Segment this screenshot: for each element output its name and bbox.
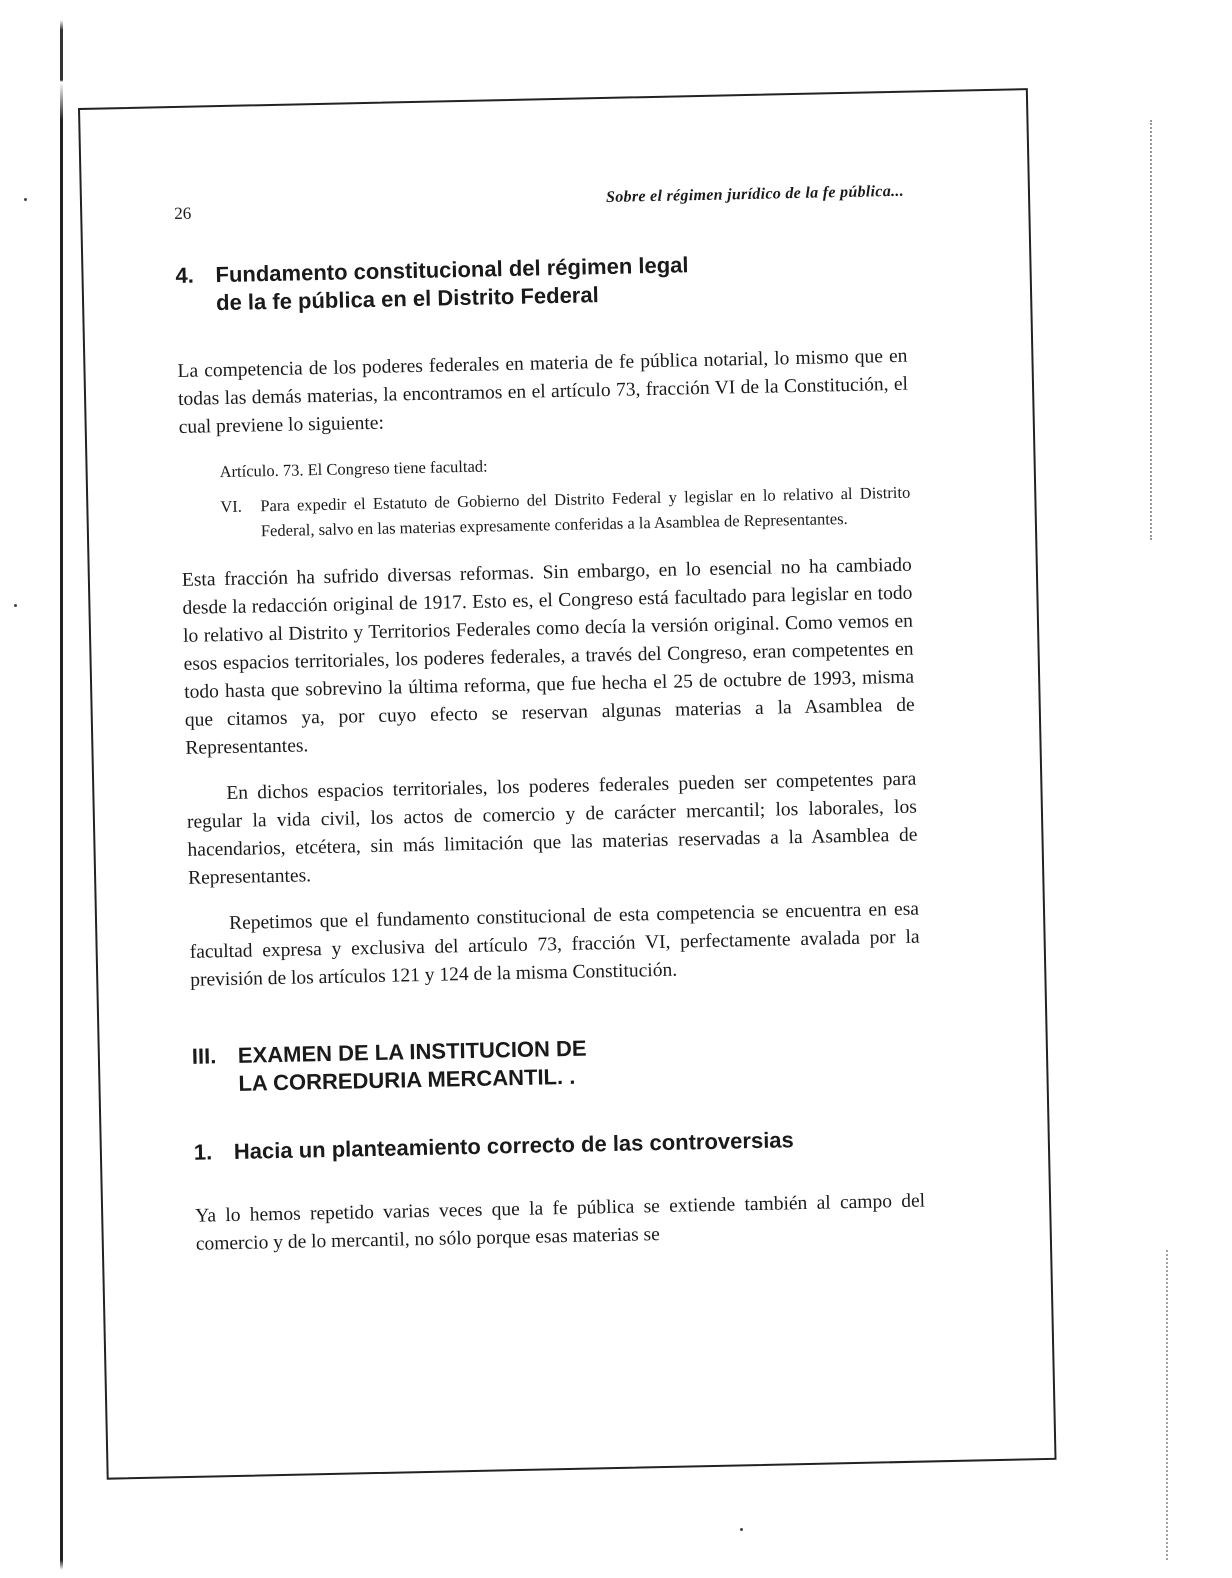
paragraph: La competencia de los poderes federales en materia de fe pública notarial, lo mismo que en todas las demás materias, la encontramos en el artículo 73, fracción VI de la Constitución, el cual previene lo siguiente: xyxy=(177,345,909,438)
page-content xyxy=(174,183,926,1259)
section-title: Hacia un planteamiento correcto de las controversias xyxy=(233,1127,794,1164)
page-number: 26 xyxy=(174,203,192,224)
section-4-heading xyxy=(175,247,906,318)
scan-speck xyxy=(24,198,27,201)
running-title: Sobre el régimen jurídico de la fe pública... xyxy=(605,182,905,206)
running-head xyxy=(174,183,904,228)
quote-fraction xyxy=(220,480,911,544)
section-number: III. xyxy=(191,1043,217,1069)
section-title-line: LA CORREDURIA MERCANTIL. . xyxy=(238,1063,576,1096)
section-number: 1. xyxy=(193,1139,213,1165)
section-number: 4. xyxy=(175,262,195,288)
scan-speck xyxy=(14,604,17,607)
quote-intro: Artículo. 73. El Congreso tiene facultad: xyxy=(219,456,488,482)
section-title-line: EXAMEN DE LA INSTITUCION DE xyxy=(237,1035,587,1068)
paragraph: Esta fracción ha sufrido diversas reformas. Sin embargo, en lo esencial no ha cambiado desde la redacción original de 1917. Esto es, el Congreso está facultado para legislar en todo lo relativo al Distrito y Territorios Federales como decía la versión original. Como vemos en esos espacios territoriales, los poderes federales, a través del Congreso, eran competentes en todo hasta que sobrevino la última reforma, que fue hecha el 25 de octubre de 1993, misma que citamos ya, por cuyo efecto se reservan algunas materias a la Asamblea de Representantes. xyxy=(181,554,915,759)
fraction-text: Para expedir el Estatuto de Gobierno del Distrito Federal y legislar en lo relativo al Distrito Federal, salvo en las materias expresamente conferidas a la Asamblea de Representantes. xyxy=(260,482,911,541)
section-title-line: de la fe pública en el Distrito Federal xyxy=(215,282,599,316)
paragraph: Repetimos que el fundamento constitucional de esta competencia se encuentra en esa facultad expresa y exclusiva del artículo 73, fracción VI, perfectamente avalada por la previsión de los artículos 121 y 124 de la misma Constitución. xyxy=(189,898,920,991)
section-1-heading xyxy=(194,1124,924,1167)
page-frame xyxy=(78,88,1057,1480)
scan-right-edge-lower xyxy=(1166,1250,1170,1560)
section-III-heading xyxy=(192,1028,923,1099)
block-quote xyxy=(219,445,911,544)
scan-speck xyxy=(740,1528,743,1531)
paragraph: Ya lo hemos repetido varias veces que la fe pública se extiende también al campo del comercio y de lo mercantil, no sólo porque esas materias se xyxy=(195,1190,926,1255)
scan-left-edge xyxy=(60,20,63,1570)
scan-right-edge xyxy=(1150,120,1154,540)
fraction-number: VI. xyxy=(220,496,243,517)
paragraph: En dichos espacios territoriales, los poderes federales pueden ser competentes para regular la vida civil, los actos de comercio y de carácter mercantil; los laborales, los hacendarios, etcétera, sin más limitación que las materias reservadas a la Asamblea de Representantes. xyxy=(186,768,918,889)
section-title-line: Fundamento constitucional del régimen legal xyxy=(215,252,689,288)
